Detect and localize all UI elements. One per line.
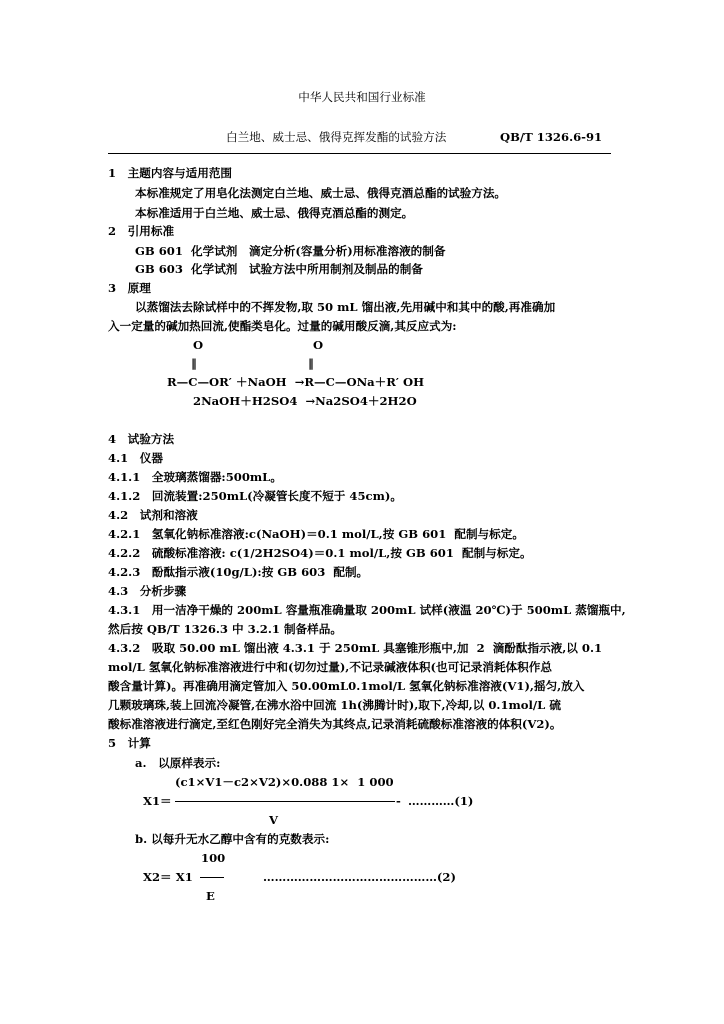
equation-double-bond-2: ‖ [308,356,314,370]
item-4-3-1-line-2: 然后按 QB/T 1326.3 中 3.2.1 制备样品。 [108,622,342,636]
formula-1-dash: - [396,794,401,808]
section-4-heading: 4 试验方法 [108,432,175,446]
item-4-2-1: 4.2.1 氢氧化钠标准溶液:c(NaOH)＝0.1 mol/L,按 GB 601 配制与标定。 [108,527,524,541]
section-4-2-heading: 4.2 试剂和溶液 [108,508,198,522]
item-4-1-2: 4.1.2 回流装置:250mL(冷凝管长度不短于 45cm)。 [108,489,402,503]
item-4-3-2-line-2: mol/L 氢氧化钠标准溶液进行中和(切勿过量),不记录碱液体积(也可记录消耗体积作总 [108,660,552,674]
formula-2-fraction-bar [200,877,224,878]
equation-oxygen-2: O [313,338,324,352]
section-3-heading: 3 原理 [108,281,151,295]
item-4-3-2-line-5: 酸标准溶液进行滴定,至红色刚好完全消失为其终点,记录消耗硫酸标准溶液的体积(V2)。 [108,717,562,731]
section-3-para-line-2: 入一定量的碱加热回流,使酯类皂化。过量的碱用酸反滴,其反应式为: [108,319,457,333]
formula-2-number: ………………………………………(2) [263,870,456,884]
formula-2-lhs: X2＝ X1 [143,870,193,884]
section-4-1-heading: 4.1 仪器 [108,451,163,465]
formula-1-numerator: (c1×V1－c2×V2)×0.088 1× 1 000 [175,775,394,789]
section-1-heading: 1 主题内容与适用范围 [108,166,233,180]
equation-double-bond-1: ‖ [191,356,197,370]
section-3-para-line-1: 以蒸馏法去除试样中的不挥发物,取 50 mL 馏出液,先用碱中和其中的酸,再准确加 [135,300,556,314]
section-2-heading: 2 引用标准 [108,224,175,238]
section-4-3-heading: 4.3 分析步骤 [108,584,187,598]
saponification-equation: R—C—OR′ ＋NaOH →R—C—ONa＋R′ OH [167,375,425,389]
equation-oxygen-1: O [193,338,204,352]
formula-1-denominator: V [269,813,278,827]
formula-1-number: …………(1) [408,794,474,808]
formula-2-numerator: 100 [201,851,226,865]
formula-1-fraction-bar [175,801,395,802]
header-rule [108,153,611,154]
formula-2-label: b. 以每升无水乙醇中含有的克数表示: [135,832,330,846]
section-1-para-2: 本标准适用于白兰地、威士忌、俄得克酒总酯的测定。 [135,206,414,220]
item-4-1-1: 4.1.1 全玻璃蒸馏器:500mL。 [108,470,282,484]
item-4-3-2-line-3: 酸含量计算)。再准确用滴定管加入 50.00mL0.1mol/L 氢氧化钠标准溶液(V1),摇匀,放入 [108,679,585,693]
reference-gb603: GB 603 化学试剂 试验方法中所用制剂及制品的制备 [135,262,423,276]
reference-gb601: GB 601 化学试剂 滴定分析(容量分析)用标准溶液的制备 [135,244,446,258]
neutralization-equation: 2NaOH＋H2SO4 →Na2SO4＋2H2O [193,394,417,408]
formula-2-denominator: E [206,889,215,903]
item-4-2-2: 4.2.2 硫酸标准溶液: c(1/2H2SO4)＝0.1 mol/L,按 GB 601 配制与标定。 [108,546,532,560]
item-4-3-2-line-4: 几颗玻璃珠,装上回流冷凝管,在沸水浴中回流 1h(沸腾计时),取下,冷却,以 0.1mol/L 硫 [108,698,561,712]
formula-1-label: a. 以原样表示: [135,756,221,770]
document-title: 白兰地、威士忌、俄得克挥发酯的试验方法 [226,130,447,144]
standard-org-header: 中华人民共和国行业标准 [298,90,426,104]
section-1-para-1: 本标准规定了用皂化法测定白兰地、威士忌、俄得克酒总酯的试验方法。 [135,186,507,200]
section-5-heading: 5 计算 [108,736,151,750]
item-4-3-1-line-1: 4.3.1 用一洁净干燥的 200mL 容量瓶准确量取 200mL 试样(液温 20℃)于 500mL 蒸馏瓶中, [108,603,626,617]
item-4-2-3: 4.2.3 酚酞指示液(10g/L):按 GB 603 配制。 [108,565,369,579]
standard-code: QB/T 1326.6-91 [500,130,603,144]
formula-1-lhs: X1＝ [143,794,172,808]
item-4-3-2-line-1: 4.3.2 吸取 50.00 mL 馏出液 4.3.1 于 250mL 具塞锥形瓶中,加 2 滴酚酞指示液,以 0.1 [108,641,603,655]
